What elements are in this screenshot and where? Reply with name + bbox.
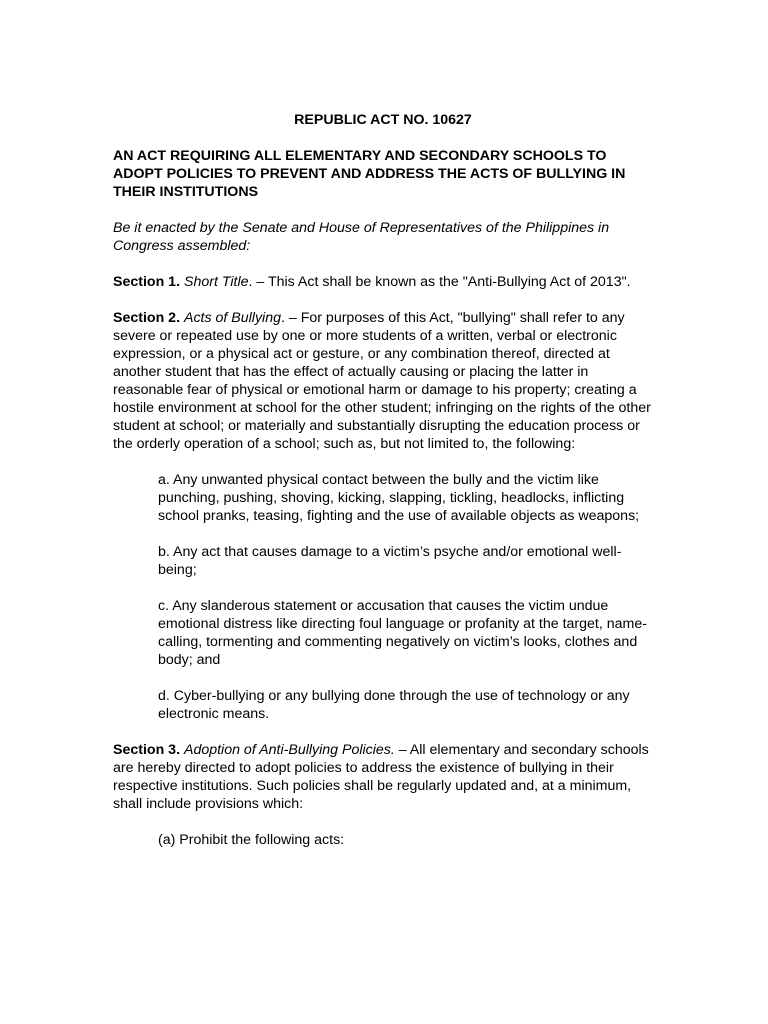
section-2-label: Section 2. — [113, 310, 181, 326]
section-3-text: – All elementary and secondary schools are hereby directed to adopt policies to address the existence of bullying in their respective institutions. Such policies shall be regularly updated and, at a minimum, shall include provisions which: — [113, 742, 649, 812]
section-2 — [113, 309, 653, 453]
document-page — [113, 111, 653, 867]
section-2-item-c: c. Any slanderous statement or accusation that causes the victim undue emotional distress like directing foul language or profanity at the target, name-calling, tormenting and commenting negatively on victim’s looks, clothes and body; and — [158, 598, 647, 668]
section-3-item-a: (a) Prohibit the following acts: — [158, 832, 345, 848]
act-subtitle: AN ACT REQUIRING ALL ELEMENTARY AND SECONDARY SCHOOLS TO ADOPT POLICIES TO PREVENT AND ADDRESS THE ACTS OF BULLYING IN THEIR INSTITUTIONS — [113, 148, 626, 200]
section-2-item-b: b. Any act that causes damage to a victim’s psyche and/or emotional well-being; — [158, 544, 622, 578]
section-2-item-d: d. Cyber-bullying or any bullying done through the use of technology or any electronic means. — [158, 688, 630, 722]
section-1-label: Section 1. — [113, 274, 181, 290]
section-2-item-a: a. Any unwanted physical contact between the bully and the victim like punching, pushing, shoving, kicking, slapping, tickling, headlocks, inflicting school pranks, teasing, fighting and the use of available objects as weapons; — [158, 472, 640, 524]
section-3-label: Section 3. — [113, 742, 181, 758]
section-2-text: . – For purposes of this Act, "bullying" shall refer to any severe or repeated use by one or more students of a written, verbal or electronic expression, or a physical act or gesture, or any combination thereof, directed at another student that has the effect of actually causing or placing the latter in reasonable fear of physical or emotional harm or damage to his property; creating a hostile environment at school for the other student; infringing on the rights of the other student at school; or materially and substantially disrupting the education process or the orderly operation of a school; such as, but not limited to, the following: — [113, 310, 651, 452]
section-3-title: Adoption of Anti-Bullying Policies. — [183, 742, 395, 758]
section-2-title: Acts of Bullying — [183, 310, 281, 326]
act-number-title: REPUBLIC ACT NO. 10627 — [294, 112, 472, 128]
enacting-clause: Be it enacted by the Senate and House of Representatives of the Philippines in Congress assembled: — [113, 220, 610, 254]
section-1-text: . – This Act shall be known as the "Anti-Bullying Act of 2013". — [248, 274, 631, 290]
section-3 — [113, 741, 653, 813]
section-1-title: Short Title — [183, 274, 249, 290]
section-1 — [113, 273, 653, 291]
